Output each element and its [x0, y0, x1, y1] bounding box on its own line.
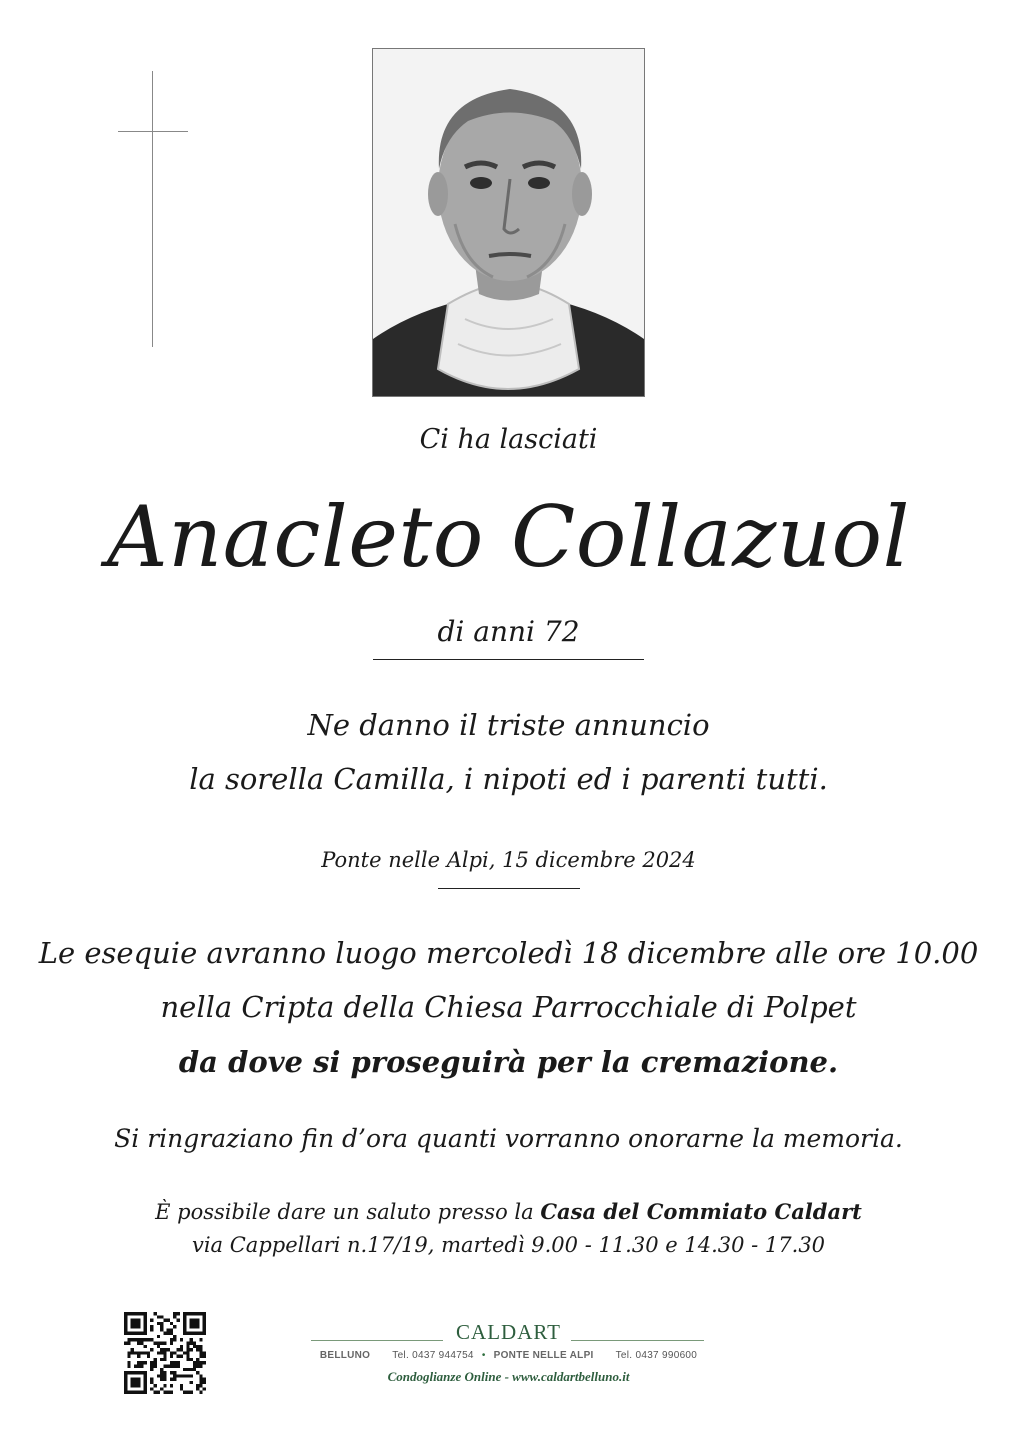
cross-vertical-line — [152, 71, 153, 347]
footer-tel-1: Tel. 0437 944754 — [392, 1350, 474, 1361]
portrait-photo — [372, 48, 645, 397]
announcement-line-2: la sorella Camilla, i nipoti ed i parenti tutti. — [189, 762, 828, 796]
funeral-line-2: nella Cripta della Chiesa Parrocchiale di Polpet — [160, 990, 857, 1024]
funeral-line-3: da dove si proseguirà per la cremazione. — [178, 1045, 839, 1079]
divider-line — [373, 659, 644, 660]
divider-line-short — [438, 888, 580, 889]
footer-city-2: PONTE NELLE ALPI — [493, 1350, 594, 1361]
cross-horizontal-line — [118, 131, 188, 132]
deceased-name: Anacleto Collazuol — [107, 488, 910, 586]
visit-prefix: È possibile dare un saluto presso la — [155, 1200, 541, 1224]
place-date: Ponte nelle Alpi, 15 dicembre 2024 — [321, 848, 696, 872]
visit-line-2: via Cappellari n.17/19, martedì 9.00 - 11.30 e 14.30 - 17.30 — [191, 1233, 826, 1257]
bullet-icon: • — [481, 1350, 486, 1361]
visit-place: Casa del Commiato Caldart — [540, 1199, 862, 1224]
age-text: di anni 72 — [437, 615, 580, 648]
footer-city-1: BELLUNO — [319, 1350, 371, 1361]
footer-contacts — [0, 1350, 1017, 1361]
announcement-line-1: Ne danno il triste annuncio — [307, 708, 710, 742]
visit-line-1 — [0, 1199, 1017, 1224]
funeral-line-1: Le esequie avranno luogo mercoledì 18 dicembre alle ore 10.00 — [38, 936, 979, 970]
thanks-text: Si ringraziano fin d’ora quanti vorranno onorarne la memoria. — [114, 1124, 903, 1153]
footer-brand: CALDART — [456, 1320, 561, 1344]
footer-tel-2: Tel. 0437 990600 — [615, 1350, 698, 1361]
footer-online-link[interactable]: Condoglianze Online - www.caldartbelluno.it — [387, 1369, 630, 1384]
lead-text: Ci ha lasciati — [419, 424, 598, 455]
